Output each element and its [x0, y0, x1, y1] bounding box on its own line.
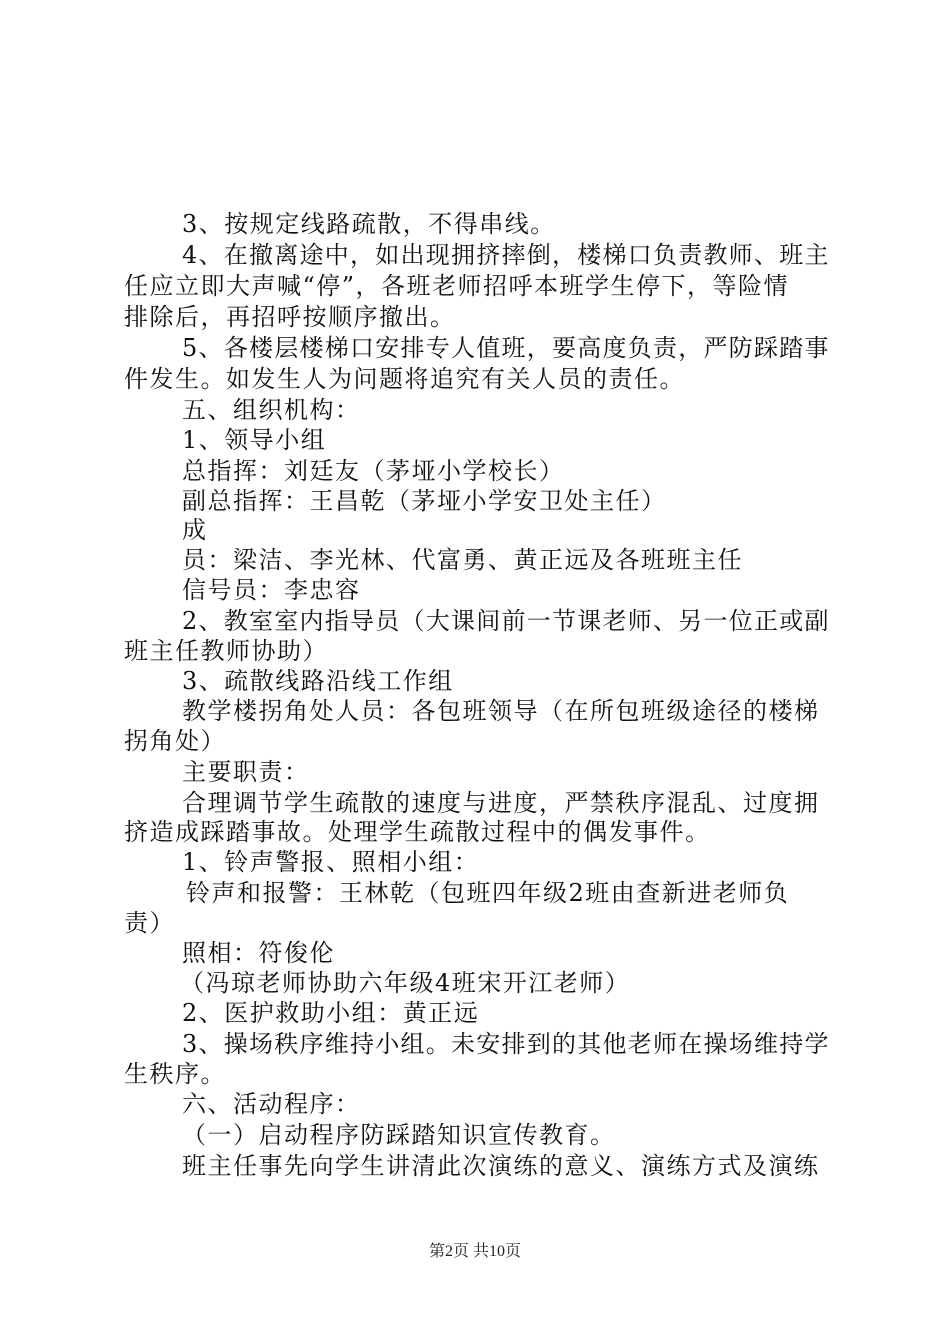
text-line: 副总指挥：王昌乾（茅垭小学安卫处主任）: [182, 487, 667, 515]
text-line: 4、在撤离途中，如出现拥挤摔倒，楼梯口负责教师、班主: [182, 241, 830, 269]
text-line: 照相：符俊伦: [182, 939, 335, 967]
text-line: 五、组织机构：: [182, 396, 361, 424]
text-line: 铃声和报警：王林乾（包班四年级2班由查新进老师负: [186, 879, 790, 907]
text-line: 1、铃声警报、照相小组：: [182, 848, 480, 876]
text-line: 件发生。如发生人为问题将追究有关人员的责任。: [124, 365, 685, 393]
text-line: （冯琼老师协助六年级4班宋开江老师）: [180, 969, 631, 997]
text-line: 5、各楼层楼梯口安排专人值班，要高度负责，严防踩踏事: [182, 334, 830, 362]
text-line: 教学楼拐角处人员：各包班领导（在所包班级途径的楼梯: [182, 697, 820, 725]
text-line: 生秩序。: [124, 1060, 226, 1088]
text-line: 合理调节学生疏散的速度与进度，严禁秩序混乱、过度拥: [182, 789, 820, 817]
text-line: 信号员：李忠容: [182, 576, 361, 604]
text-line: 排除后，再招呼按顺序撤出。: [124, 303, 456, 331]
text-line: 任应立即大声喊“停”，各班老师招呼本班学生停下，等险情: [124, 272, 790, 300]
text-line: 员：梁洁、李光林、代富勇、黄正远及各班班主任: [182, 546, 743, 574]
text-line: 挤造成踩踏事故。处理学生疏散过程中的偶发事件。: [124, 818, 711, 846]
text-line: 班主任事先向学生讲清此次演练的意义、演练方式及演练: [182, 1152, 820, 1180]
text-line: 总指挥：刘廷友（茅垭小学校长）: [182, 457, 565, 485]
text-line: 成: [182, 516, 208, 544]
text-line: 责）: [124, 909, 175, 937]
text-line: 主要职责：: [182, 758, 310, 786]
text-line: 3、操场秩序维持小组。未安排到的其他老师在操场维持学: [182, 1030, 830, 1058]
text-line: （一）启动程序防踩踏知识宣传教育。: [182, 1121, 616, 1149]
text-line: 六、活动程序：: [182, 1090, 361, 1118]
page-number-footer: 第2页 共10页: [428, 1243, 521, 1260]
text-line: 1、领导小组: [182, 426, 327, 454]
text-line: 3、按规定线路疏散，不得串线。: [182, 210, 556, 238]
text-line: 2、医护救助小组：黄正远: [182, 999, 480, 1027]
text-line: 班主任教师协助）: [124, 637, 328, 665]
text-line: 2、教室室内指导员（大课间前一节课老师、另一位正或副: [182, 607, 830, 635]
text-line: 拐角处）: [124, 727, 226, 755]
text-line: 3、疏散线路沿线工作组: [182, 667, 454, 695]
